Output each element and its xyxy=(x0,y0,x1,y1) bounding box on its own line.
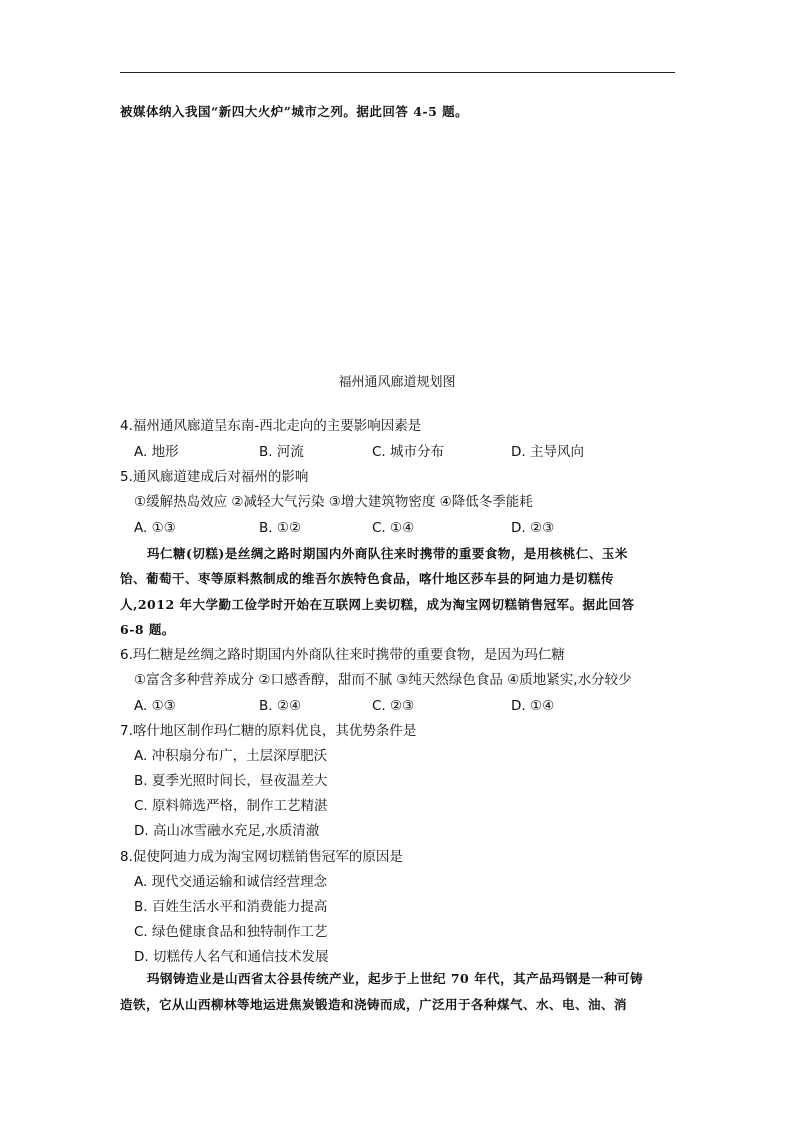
q6-option-d: D. ①④ xyxy=(511,698,555,714)
q4-option-d: D. 主导风向 xyxy=(511,444,584,460)
q6-stem: 6.玛仁糖是丝绸之路时期国内外商队往来时携带的重要食物，是因为玛仁糖 xyxy=(120,647,565,663)
q8-option-b: B. 百姓生活水平和消费能力提高 xyxy=(134,899,328,915)
q5-option-b: B. ①② xyxy=(259,520,302,536)
q8-stem: 8.促使阿迪力成为淘宝网切糕销售冠军的原因是 xyxy=(120,849,403,865)
q4-option-c: C. 城市分布 xyxy=(372,444,445,460)
q6-option-b: B. ②④ xyxy=(259,698,302,714)
passage2-line-2: 饴、葡萄干、枣等原料熬制成的维吾尔族特色食品，喀什地区莎车县的阿迪力是切糕传 xyxy=(120,571,615,586)
q4-option-b: B. 河流 xyxy=(259,444,304,460)
q7-option-a: A. 冲积扇分布广，土层深厚肥沃 xyxy=(134,748,328,764)
q4-option-a: A. 地形 xyxy=(134,444,179,460)
passage3-line-1: 玛钢铸造业是山西省太谷县传统产业，起步于上世纪 70 年代，其产品玛钢是一种可铸 xyxy=(147,971,644,986)
q7-option-c: C. 原料筛选严格，制作工艺精湛 xyxy=(134,798,328,814)
map-image-area xyxy=(120,128,675,363)
q7-option-b: B. 夏季光照时间长，昼夜温差大 xyxy=(134,773,328,789)
q8-option-c: C. 绿色健康食品和独特制作工艺 xyxy=(134,924,328,940)
q5-items: ①缓解热岛效应 ②减轻大气污染 ③增大建筑物密度 ④降低冬季能耗 xyxy=(134,494,533,510)
q5-option-c: C. ①④ xyxy=(372,520,415,536)
passage2-line-1: 玛仁糖(切糕)是丝绸之路时期国内外商队往来时携带的重要食物，是用核桃仁、玉米 xyxy=(147,546,628,561)
q6-option-a: A. ①③ xyxy=(134,698,176,714)
q5-option-a: A. ①③ xyxy=(134,520,176,536)
passage2-line-3: 人,2012 年大学勤工俭学时开始在互联网上卖切糕，成为淘宝网切糕销售冠军。据此回答 xyxy=(120,597,635,612)
q8-option-a: A. 现代交通运输和诚信经营理念 xyxy=(134,874,328,890)
passage2-line-4: 6-8 题。 xyxy=(120,622,175,637)
header-rule xyxy=(120,72,675,73)
q8-option-d: D. 切糕传人名气和通信技术发展 xyxy=(134,949,329,965)
map-caption: 福州通风廊道规划图 xyxy=(338,375,456,390)
q6-items: ①富含多种营养成分 ②口感香醇，甜而不腻 ③纯天然绿色食品 ④质地紧实,水分较少 xyxy=(134,672,632,688)
q7-option-d: D. 高山冰雪融水充足,水质清澈 xyxy=(134,823,320,839)
intro-line: 被媒体纳入我国“新四大火炉”城市之列。据此回答 4-5 题。 xyxy=(120,104,469,119)
q4-stem: 4.福州通风廊道呈东南-西北走向的主要影响因素是 xyxy=(120,418,422,434)
q5-option-d: D. ②③ xyxy=(511,520,555,536)
q6-option-c: C. ②③ xyxy=(372,698,415,714)
passage3-line-2: 造铁，它从山西柳林等地运进焦炭锻造和浇铸而成，广泛用于各种煤气、水、电、油、消 xyxy=(120,997,628,1012)
q5-stem: 5.通风廊道建成后对福州的影响 xyxy=(120,469,309,485)
q7-stem: 7.喀什地区制作玛仁糖的原料优良，其优势条件是 xyxy=(120,723,417,739)
